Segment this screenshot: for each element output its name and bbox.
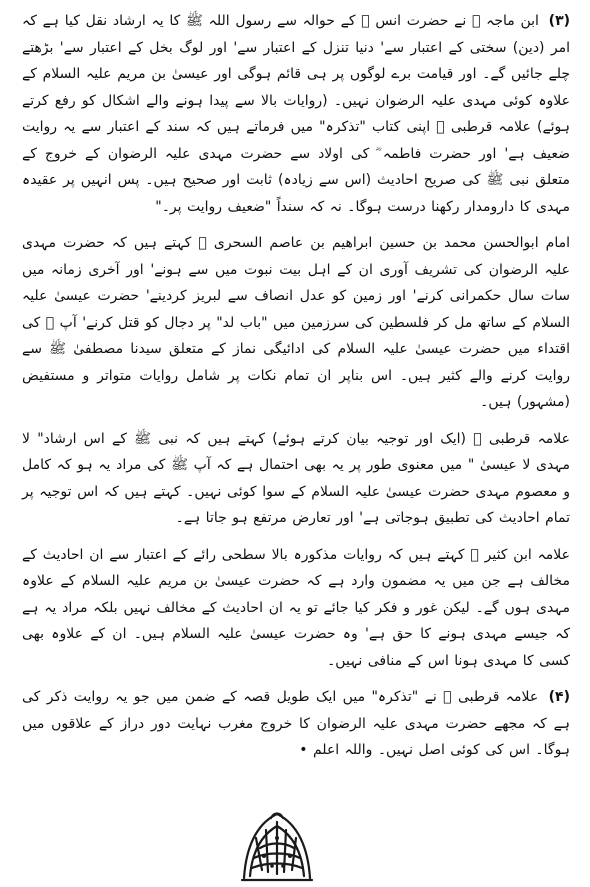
paragraph-text: علامہ قرطبی ﷫ نے "تذکرہ" میں ایک طویل قصہ کے ضمن میں جو یہ روایت ذکر کی ہے کہ مجھے حضرت مہدی علیہ الرضوان کا خروج مغرب نہایت دور دراز کے علاقوں میں ہوگا۔ اس کی کوئی اصل نہیں۔ واللہ اعلم • <box>22 689 570 758</box>
paragraph-number: (۳) <box>548 13 571 29</box>
paragraph-3 <box>22 8 570 220</box>
paragraph-text: ابن ماجہ ﷫ نے حضرت انس ﷜ کے حوالہ سے رسول اللہ ﷺ کا یہ ارشاد نقل کیا ہے کہ امر (دین) سختی کے اعتبار سے' دنیا تنزل کے اعتبار سے' اور لوگ بخل کے اعتبار سے' بڑھتے چلے جائیں گے۔ اور قیامت برے لوگوں پر ہی قائم ہوگی اور عیسیٰ بن مریم علیہ السلام کے علاوہ کوئی مہدی علیہ الرضوان نہیں۔ (روایات بالا سے پیدا ہونے والے اشکال کو رفع کرتے ہوئے) علامہ قرطبی ﷫ اپنی کتاب "تذکرہ" میں فرماتے ہیں کہ سند کے اعتبار سے یہ روایت ضعیف ہے' اور حضرت فاطمہ ؓ کی اولاد سے حضرت مہدی علیہ الرضوان کے خروج کے متعلق نبی ﷺ کی صریح احادیث (اس سے زیادہ) ثابت اور صحیح ہیں۔ پس انہیں پر عقیدہ مہدی کا دارومدار رکھنا درست ہوگا۔ نہ کہ سنداً "ضعیف روایت پر۔" <box>22 13 570 215</box>
calligraphic-seal-icon <box>236 808 318 884</box>
paragraph-ibn-kathir <box>22 542 570 675</box>
paragraph-qurtubi <box>22 426 570 532</box>
paragraph-4 <box>22 684 570 764</box>
paragraph-abulhasan <box>22 230 570 416</box>
paragraph-text: علامہ قرطبی ﷫ (ایک اور توجیہ بیان کرتے ہوئے) کہتے ہیں کہ نبی ﷺ کے اس ارشاد" لا مہدی لا عیسیٰ " میں معنوی طور پر یہ بھی احتمال ہے کہ آپ ﷺ کی مراد یہ ہو کہ کامل و معصوم مہدی حضرت عیسیٰ علیہ السلام کے سوا کوئی نہیں۔ کہتے ہیں کہ اس توجیہ پر تمام احادیث کی تطبیق ہوجاتی ہے' اور تعارض مرتفع ہو جاتا ہے۔ <box>22 430 570 526</box>
paragraph-text: علامہ ابن کثیر ﷫ کہتے ہیں کہ روایات مذکورہ بالا سطحی رائے کے اعتبار سے ان احادیث کے مخالف ہے جن میں یہ مضمون وارد ہے کہ حضرت عیسیٰ بن مریم علیہ السلام کے علاوہ مہدی ہوں گے۔ لیکن غور و فکر کیا جائے تو یہ ان احادیث کے مخالف نہیں بلکہ مراد یہ ہے کہ جیسے مہدی ہونے کا حق ہے' وہ حضرت عیسیٰ علیہ السلام ہیں۔ ان کے علاوہ بھی کسی کا مہدی ہونا اس کے منافی نہیں۔ <box>22 546 570 669</box>
paragraph-number: (۴) <box>548 689 570 705</box>
paragraph-text: امام ابوالحسن محمد بن حسین ابراهیم بن عاصم السحری ﷫ کہتے ہیں کہ حضرت مہدی علیہ الرضوان کی تشریف آوری ان کے اہل بیت نبوت میں سے ہونے' اور آخری زمانہ میں سات سال حکمرانی کرنے' اور زمین کو عدل انصاف سے لبریز کردینے' حضرت عیسیٰ علیہ السلام کے ساتھ مل کر فلسطین کی سرزمین میں "باب لد" پر دجال کو قتل کرنے' آپ ﷜ کی اقتداء میں حضرت عیسیٰ علیہ السلام کی ادائیگی نماز کے متعلق سیدنا مصطفیٰ ﷺ سے روایت کرنے والے کثیر ہیں۔ اس بناپر ان تمام نکات پر شامل روایات متواتر و مستفیض (مشہور) ہیں۔ <box>22 235 570 410</box>
